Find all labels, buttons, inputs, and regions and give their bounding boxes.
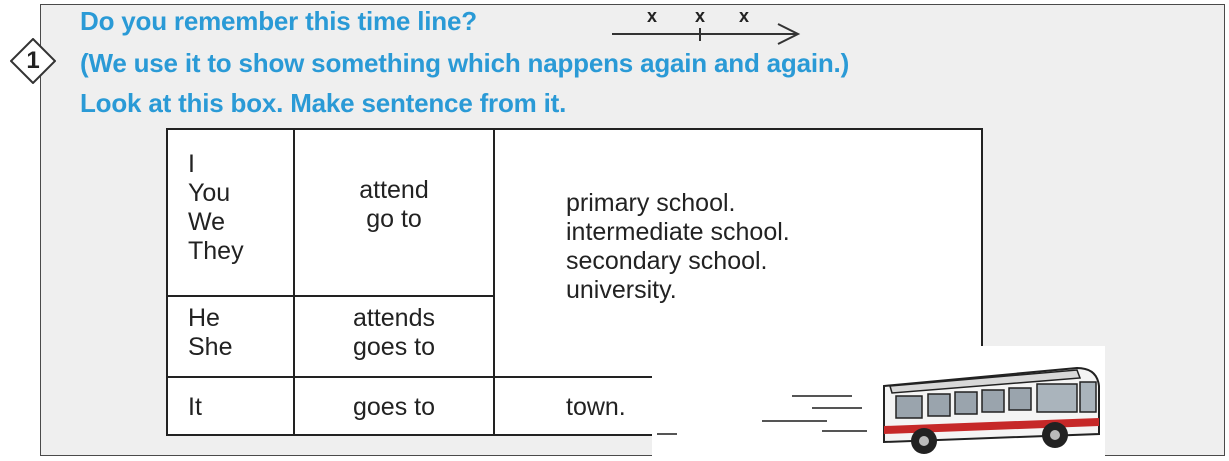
table-divider-row-1 xyxy=(166,295,495,297)
places-list: primary school. intermediate school. secondary school. university. xyxy=(566,189,790,304)
verbs-third-person: attends goes to xyxy=(352,304,435,361)
timeline-diagram xyxy=(608,4,808,46)
place-town: town. xyxy=(566,393,626,421)
table-divider-col-1 xyxy=(293,128,295,436)
subjects-plural: I You We They xyxy=(188,150,244,265)
timeline-mark-1: x xyxy=(646,6,658,26)
verb-goes-to: goes to xyxy=(352,393,435,421)
timeline-mark-3: x xyxy=(738,6,750,26)
exercise-number: 1 xyxy=(26,47,40,74)
subjects-he-she: He She xyxy=(188,304,233,361)
bus-icon xyxy=(652,346,1105,461)
verbs-base: attend go to xyxy=(359,176,429,233)
instruction-line-1: Do you remember this time line? xyxy=(80,6,477,36)
timeline-mark-2: x xyxy=(694,6,706,26)
subject-it: It xyxy=(188,393,202,421)
table-divider-col-2 xyxy=(493,128,495,436)
instruction-line-2: (We use it to show something which nappens again and again.) xyxy=(80,48,850,78)
instruction-line-3: Look at this box. Make sentence from it. xyxy=(80,88,567,118)
